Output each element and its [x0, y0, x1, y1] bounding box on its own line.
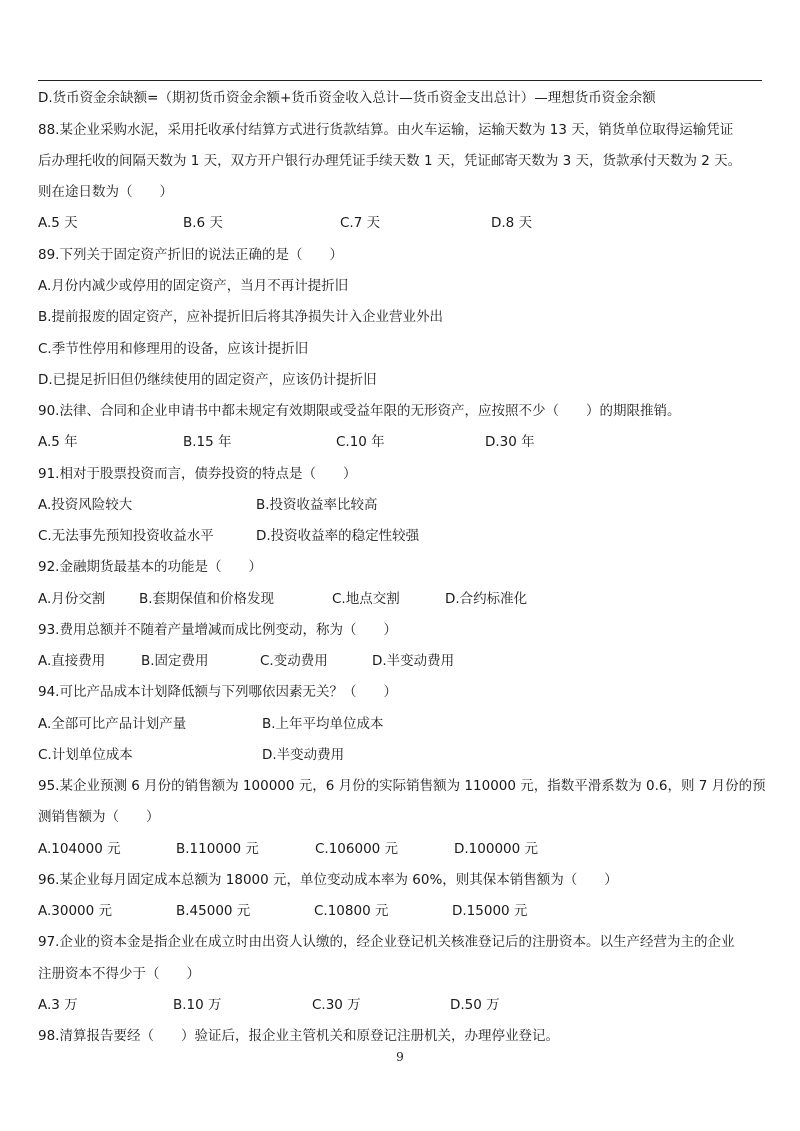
q95-option-c: C.106000 元: [315, 841, 399, 857]
q88-option-a: A.5 天: [38, 215, 78, 231]
q95-option-a: A.104000 元: [38, 841, 121, 857]
q95-stem-line-1: 95.某企业预测 6 月份的销售额为 100000 元，6 月份的实际销售额为 110000 元，指数平滑系数为 0.6，则 7 月份的预: [38, 778, 766, 794]
q88-option-b: B.6 天: [183, 215, 223, 231]
q90-option-c: C.10 年: [336, 434, 385, 450]
q98-stem: 98.清算报告要经（ ）验证后，报企业主管机关和原登记注册机关，办理停业登记。: [38, 1028, 559, 1044]
q89-option-c: C.季节性停用和修理用的设备，应该计提折旧: [38, 341, 309, 357]
q91-stem: 91.相对于股票投资而言，债券投资的特点是（ ）: [38, 466, 357, 482]
q90-option-b: B.15 年: [183, 434, 232, 450]
q89-option-a: A.月份内减少或停用的固定资产，当月不再计提折旧: [38, 278, 349, 294]
q88-stem-line-1: 88.某企业采购水泥，采用托收承付结算方式进行货款结算。由火车运输，运输天数为 13 天，销货单位取得运输凭证: [38, 122, 734, 138]
q88-stem-line-3: 则在途日数为（ ）: [38, 184, 173, 200]
q96-option-c: C.10800 元: [314, 903, 389, 919]
q88-option-d: D.8 天: [491, 215, 533, 231]
q94-option-c: C.计划单位成本: [38, 747, 133, 763]
q95-stem-line-2: 测销售额为（ ）: [38, 809, 160, 825]
q92-option-a: A.月份交割: [38, 591, 106, 607]
q91-option-c: C.无法事先预知投资收益水平: [38, 528, 214, 544]
q88-option-c: C.7 天: [340, 215, 381, 231]
q89-option-d: D.已提足折旧但仍继续使用的固定资产，应该仍计提折旧: [38, 372, 377, 388]
q90-option-a: A.5 年: [38, 434, 78, 450]
page-number: 9: [396, 1050, 404, 1064]
q96-stem: 96.某企业每月固定成本总额为 18000 元，单位变动成本率为 60%，则其保本销售额为（ ）: [38, 872, 618, 888]
q92-option-b: B.套期保值和价格发现: [139, 591, 275, 607]
q92-stem: 92.金融期货最基本的功能是（ ）: [38, 559, 262, 575]
header-rule: [38, 80, 762, 81]
q97-option-c: C.30 万: [312, 997, 361, 1013]
q93-option-c: C.变动费用: [260, 653, 328, 669]
q89-stem: 89.下列关于固定资产折旧的说法正确的是（ ）: [38, 247, 343, 263]
q93-option-b: B.固定费用: [141, 653, 209, 669]
q97-stem-line-2: 注册资本不得少于（ ）: [38, 966, 200, 982]
q97-option-d: D.50 万: [450, 997, 500, 1013]
q97-stem-line-1: 97.企业的资本金是指企业在成立时由出资人认缴的，经企业登记机关核准登记后的注册资本。以生产经营为主的企业: [38, 934, 735, 950]
q93-option-d: D.半变动费用: [372, 653, 455, 669]
q94-option-a: A.全部可比产品计划产量: [38, 716, 187, 732]
q93-stem: 93.费用总额并不随着产量增减而成比例变动，称为（ ）: [38, 622, 397, 638]
q95-option-b: B.110000 元: [176, 841, 259, 857]
q97-option-b: B.10 万: [173, 997, 222, 1013]
q91-option-d: D.投资收益率的稳定性较强: [256, 528, 420, 544]
q95-option-d: D.100000 元: [454, 841, 539, 857]
q94-option-b: B.上年平均单位成本: [262, 716, 384, 732]
q94-option-d: D.半变动费用: [262, 747, 345, 763]
q96-option-b: B.45000 元: [176, 903, 251, 919]
q90-stem: 90.法律、合同和企业申请书中都未规定有效期限或受益年限的无形资产，应按照不少（ ）的期限推销。: [38, 403, 681, 419]
q88-stem-line-2: 后办理托收的间隔天数为 1 天，双方开户银行办理凭证手续天数 1 天，凭证邮寄天数为 3 天，货款承付天数为 2 天。: [38, 153, 742, 169]
q97-option-a: A.3 万: [38, 997, 78, 1013]
q87-option-d: D.货币资金余缺额=（期初货币资金余额+货币资金收入总计—货币资金支出总计）—理想货币资金余额: [38, 90, 656, 106]
q94-stem: 94.可比产品成本计划降低额与下列哪依因素无关？（ ）: [38, 684, 397, 700]
q90-option-d: D.30 年: [485, 434, 535, 450]
q96-option-d: D.15000 元: [452, 903, 528, 919]
q92-option-c: C.地点交割: [332, 591, 400, 607]
q91-option-a: A.投资风险较大: [38, 497, 133, 513]
q96-option-a: A.30000 元: [38, 903, 113, 919]
q93-option-a: A.直接费用: [38, 653, 106, 669]
q89-option-b: B.提前报废的固定资产，应补提折旧后将其净损失计入企业营业外出: [38, 309, 444, 325]
q92-option-d: D.合约标准化: [445, 591, 528, 607]
q91-option-b: B.投资收益率比较高: [256, 497, 378, 513]
